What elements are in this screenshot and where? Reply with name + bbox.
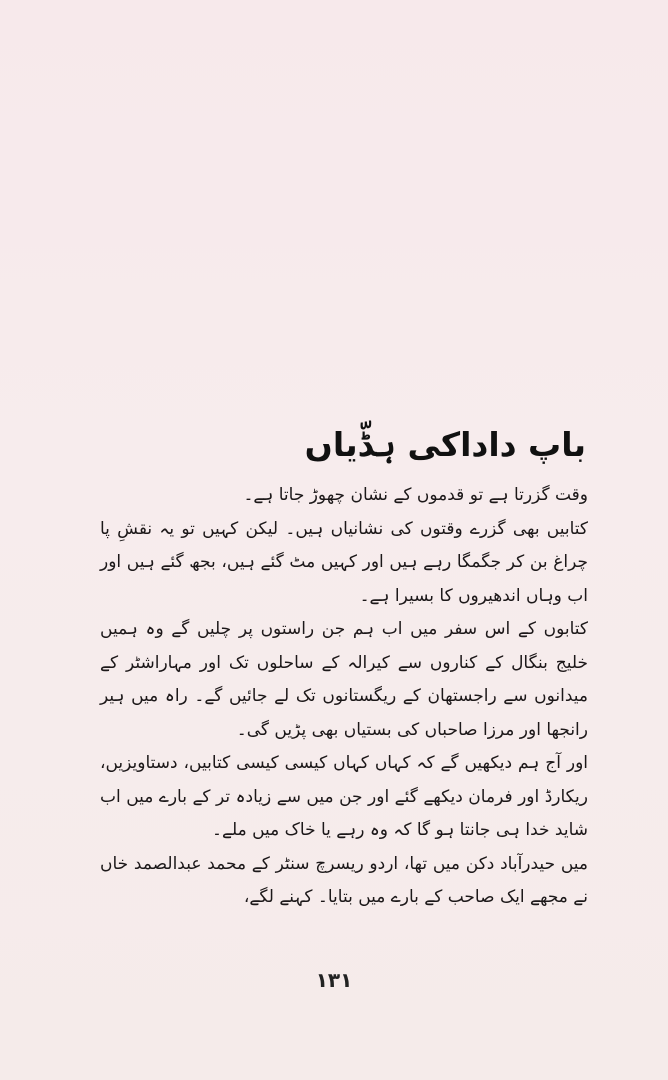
paragraph-3: کتابوں کے اس سفر میں اب ہم جن راستوں پر چلیں گے وہ ہمیں خلیج بنگال کے کناروں سے کیرالہ کے ساحلوں تک اور مہاراشٹر کے میدانوں سے راجستھان کے ریگستانوں تک لے جائیں گے۔ راہ میں ہیر رانجھا اور مرزا صاحباں کی بستیاں بھی پڑیں گی۔	[100, 619, 588, 740]
paragraph-2: کتابیں بھی گزرے وقتوں کی نشانیاں ہیں۔ لیکن کہیں تو یہ نقشِ پا چراغ بن کر جگمگا رہے ہیں اور کہیں مٹ گئے ہیں، بجھ گئے ہیں اور اب وہاں اندھیروں کا بسیرا ہے۔	[100, 518, 588, 606]
paragraph-5: میں حیدرآباد دکن میں تھا، اردو ریسرچ سنٹر کے محمد عبدالصمد خاں نے مجھے ایک صاحب کے بارے میں بتایا۔ کہنے لگے،	[100, 853, 588, 907]
paragraph-4: اور آج ہم دیکھیں گے کہ کہاں کہاں کیسی کیسی کتابیں، دستاویزیں، ریکارڈ اور فرمان دیکھے گئے اور جن میں سے زیادہ تر کے بارے میں اب شاید خدا ہی جانتا ہو گا کہ وہ رہے یا خاک میں ملے۔	[100, 753, 589, 840]
chapter-title: باپ داداکی ہڈّیاں	[304, 425, 586, 465]
page-number: ۱۳۱	[315, 968, 353, 992]
paragraph-1: وقت گزرتا ہے تو قدموں کے نشان چھوڑ جاتا ہے۔	[243, 485, 588, 505]
chapter-body	[100, 479, 588, 915]
